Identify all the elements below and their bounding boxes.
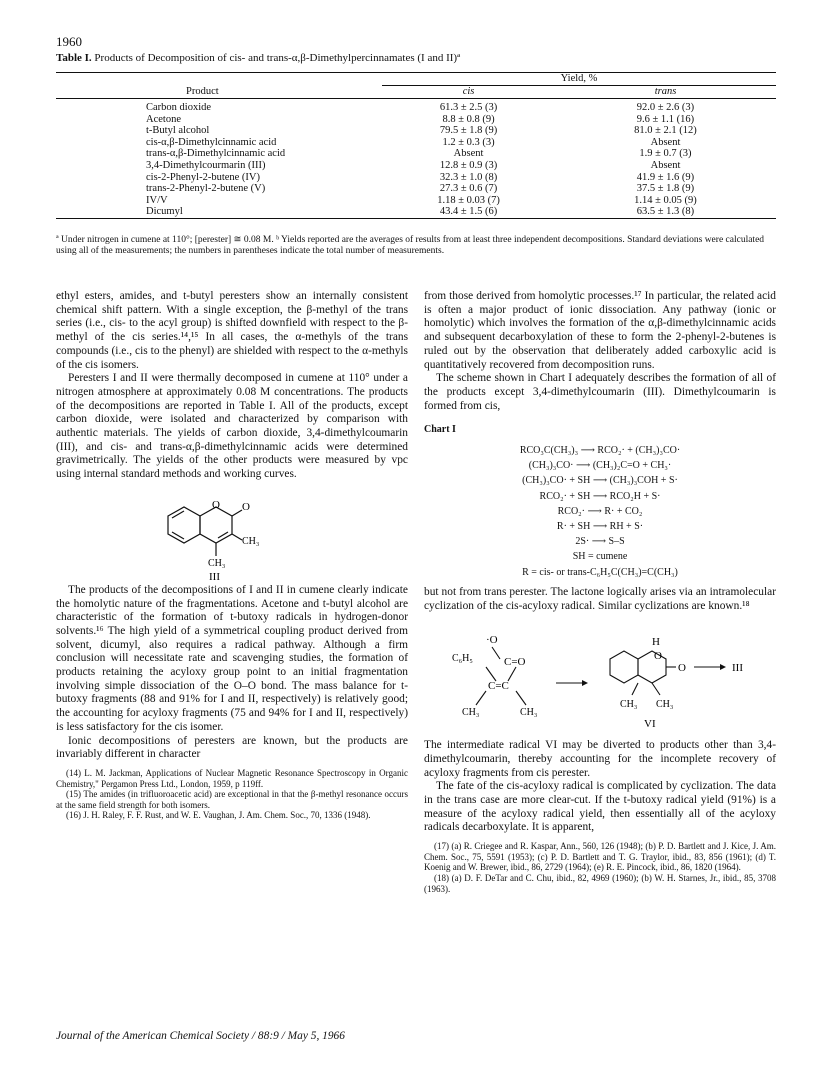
structure-label-iii: III — [209, 570, 220, 580]
cell-product: trans-2-Phenyl-2-butene (V) — [146, 183, 266, 195]
cell-trans: 81.0 ± 2.1 (12) — [634, 125, 697, 137]
left-column — [56, 290, 408, 821]
cell-trans: 1.14 ± 0.05 (9) — [634, 194, 697, 206]
reaction-scheme — [424, 443, 776, 580]
table-row — [56, 195, 776, 207]
cell-product: t-Butyl alcohol — [146, 125, 210, 137]
left-paragraph-2: Peresters I and II were thermally decomposed in cumene at 110° under a nitrogen atmosphere at approximately 0.08 M concentrations. The products of the decompositions are reported in Table I. All of the products, except carbon dioxide, were isolated and characterized by comparison with authentic materials. The yields of carbon dioxide, 3,4-dimethylcoumarin (III), and cis- and trans-α,β-dimethylcinnamic acids were determined gravimetrically. The yields of the other products were measured by vpc using internal standard methods and working curves. — [56, 372, 408, 481]
cyclization-carbonyl: C=O — [504, 656, 526, 669]
cyclization-oxy-radical: ·O — [486, 634, 498, 647]
scheme-line: R = cis- or trans-C₆H₅C(CH₃)=C(CH₃) — [522, 566, 678, 578]
scheme-line: 2S· ⟶ S–S — [575, 536, 625, 548]
scheme-line: RCO₂· + SH ⟶ RCO₂H + S· — [539, 490, 661, 502]
cell-product: Carbon dioxide — [146, 102, 212, 113]
cell-trans: Absent — [650, 159, 681, 171]
cell-cis: 43.4 ± 1.5 (6) — [439, 206, 498, 218]
cell-trans: 92.0 ± 2.6 (3) — [636, 102, 695, 113]
left-references — [56, 768, 408, 821]
cell-product: IV/V — [146, 194, 168, 206]
scheme-line: (CH₃)₃CO· ⟶ (CH₃)₂C=O + CH₃· — [528, 460, 672, 472]
cyclization-double-bond: C=C — [488, 680, 509, 693]
table-row — [56, 114, 776, 126]
cell-cis: 12.8 ± 0.9 (3) — [439, 159, 498, 171]
cell-cis: 8.8 ± 0.8 (9) — [442, 113, 495, 125]
table-caption-text: Products of Decomposition of cis- and trans-α,β-Dimethylpercinnamates (I and II)ª — [94, 52, 461, 64]
cell-product: Acetone — [146, 113, 181, 125]
reference-17: (17) (a) R. Criegee and R. Kaspar, Ann., 560, 126 (1948); (b) P. D. Bartlett and J. Kice, J. Am. Chem. Soc., 75, 5591 (1953); (c) P. D. Bartlett and T. G. Traylor, ibid., 83, 856 (1961); (d) T. Koenig and W. Brewer, ibid., 86, 2729 (1964); (e) R. E. Pincock, ibid., 86, 1820 (1964). — [424, 841, 776, 873]
cell-product: 3,4-Dimethylcourmarin (III) — [146, 159, 266, 171]
scheme-line: (CH₃)₃CO· + SH ⟶ (CH₃)₃COH + S· — [522, 475, 678, 487]
table-row — [56, 206, 776, 218]
right-paragraph-3: but not from trans perester. The lactone logically arises via an intramolecular cyclization of the cis-acyloxy radical. Similar cyclizations are known.¹⁸ — [424, 585, 776, 612]
structure-carbonyl-oxygen: O — [242, 500, 250, 513]
left-paragraph-3: The products of the decompositions of I and II in cumene clearly indicate the homolytic nature of the fragmentations. Acetone and t-butyl alcohol are characteristic of the formation of t-butoxy radicals in hydrogen-donor solvents.¹⁶ The high yield of a symmetrical coupling product derived from solvent, dicumyl, also requires a radical pathway. Although a firm conclusion will necessitate rate and scavenging studies, the formation of products retaining the acyloxy group point to an initial fragmentation involving simple dissociation of the O–O bond. The mass balance for t-butoxy fragments (88 and 91% for I and II, respectively) is relatively good; the accounting for acyloxy fragments (75 and 94% for I and II, respectively) is less satisfactory for the cis isomer. — [56, 583, 408, 733]
cyclization-carbonyl-oxygen: O — [678, 662, 686, 675]
table-row — [56, 148, 776, 160]
cell-trans: 63.5 ± 1.3 (8) — [636, 206, 695, 218]
table-label: Table I. — [56, 52, 92, 64]
chart-title: Chart I — [424, 424, 456, 436]
cell-cis: Absent — [453, 148, 484, 160]
cell-cis: 32.3 ± 1.0 (8) — [439, 171, 498, 183]
scheme-line: SH = cumene — [572, 551, 628, 563]
structure-methyl-4: CH₃ — [208, 557, 226, 569]
reference-18: (18) (a) D. F. DeTar and C. Chu, ibid., 82, 4969 (1960); (b) W. H. Starnes, Jr., ibid., 85, 3708 (1963). — [424, 872, 776, 894]
cell-trans: 37.5 ± 1.8 (9) — [636, 183, 695, 195]
cell-trans: Absent — [650, 136, 681, 148]
table-row — [56, 102, 776, 114]
cell-trans: 9.6 ± 1.1 (16) — [636, 113, 695, 125]
left-paragraph-4: Ionic decompositions of peresters are known, but the products are invariably different in character — [56, 734, 408, 761]
table-footnote: ª Under nitrogen in cumene at 110°; [perester] ≅ 0.08 M. ᵇ Yields reported are the averages of results from at least three independent decompositions. Standard deviations were calculated using all of the measurements; the numbers in parentheses indicate the total number of measurements. — [56, 235, 765, 256]
cyclization-ring-oxygen: O — [654, 650, 662, 663]
cyclization-methyl-b: CH₃ — [520, 707, 538, 719]
cell-product: cis-2-Phenyl-2-butene (IV) — [146, 171, 261, 183]
cell-trans: 41.9 ± 1.6 (9) — [636, 171, 695, 183]
left-paragraph-1: ethyl esters, amides, and t-butyl peresters show an internally consistent chemical shift pattern. With a single exception, the β-methyl of the trans series (i.e., cis- to the acyl group) is shifted downfield with respect to the β-methyl of the cis series.¹⁴,¹⁵ In all cases, the α-methyls of the trans compounds (i.e., cis to the phenyl) are shielded with respect to the α-methyls of the cis isomers. — [56, 290, 408, 371]
cell-product: Dicumyl — [146, 206, 183, 218]
table-row — [56, 137, 776, 149]
product-header: Product — [186, 85, 219, 97]
cell-cis: 79.5 ± 1.8 (9) — [439, 125, 498, 137]
right-column — [424, 290, 776, 894]
scheme-line: RCO₃C(CH₃)₃ ⟶ RCO₂· + (CH₃)₃CO· — [519, 445, 681, 457]
cyclization-methyl-d: CH₃ — [656, 699, 674, 711]
cyclization-methyl-a: CH₃ — [462, 707, 480, 719]
cell-cis: 1.18 ± 0.03 (7) — [437, 194, 500, 206]
scheme-line: R· + SH ⟶ RH + S· — [556, 521, 644, 533]
cell-trans: 1.9 ± 0.7 (3) — [639, 148, 692, 160]
cyclization-methyl-c: CH₃ — [620, 699, 638, 711]
cell-cis: 1.2 ± 0.3 (3) — [442, 136, 495, 148]
right-paragraph-1: from those derived from homolytic processes.¹⁷ In particular, the related acid is often a major product of ionic dissociation. Any pathway (ionic or homolytic) which involves the formation of the α,β-dimethylcinnamic acids and subsequent decarboxylation of these to form the 2-phenyl-2-butenes is ruled out by the observation that deliberately added carboxylic acid is quantitatively recovered from decomposition runs. — [424, 290, 776, 371]
structure-iii — [56, 488, 408, 580]
table-row — [56, 125, 776, 137]
scheme-line: RCO₂· ⟶ R· + CO₂ — [557, 505, 643, 517]
cyclization-scheme — [424, 619, 776, 737]
cyclization-phenyl: C₆H₅ — [452, 653, 473, 665]
reference-15: (15) The amides (in trifluoroacetic acid) are exceptional in that the β-methyl resonance occurs at the same field strength for both isomers. — [56, 789, 408, 810]
cell-product: trans-α,β-Dimethylcinnamic acid — [146, 148, 286, 160]
structure-methyl-3: CH₃ — [242, 535, 260, 547]
cyclization-hydrogen: H — [652, 636, 660, 649]
structure-ring-oxygen: O — [212, 498, 220, 511]
reference-14: (14) L. M. Jackman, Applications of Nuclear Magnetic Resonance Spectroscopy in Organic Chemistry," Pergamon Press Ltd., London, 1959, p 119ff. — [56, 767, 408, 789]
right-references — [424, 841, 776, 894]
right-paragraph-2: The scheme shown in Chart I adequately describes the formation of all of the products except 3,4-dimethylcoumarin (III). Dimethylcoumarin is formed from cis, — [424, 372, 776, 412]
cyclization-label-iii: III — [732, 662, 743, 675]
right-paragraph-4: The intermediate radical VI may be diverted to products other than 3,4-dimethylcoumarin, thereby accounting for the incomplete recovery of acyloxy fragments from cis perester. — [424, 739, 776, 779]
right-paragraph-5: The fate of the cis-acyloxy radical is complicated by cyclization. The data in the trans case are more clear-cut. If the t-butoxy radical yield (91%) is a measure of the acyloxy radical yield, then essentially all of the acyloxy radicals decarboxylate. It is apparent, — [424, 780, 776, 834]
cis-header: cis — [382, 86, 555, 99]
yield-header: Yield, % — [560, 73, 598, 84]
reference-16: (16) J. H. Raley, F. F. Rust, and W. E. Vaughan, J. Am. Chem. Soc., 70, 1336 (1948). — [66, 810, 371, 821]
table-caption — [56, 52, 776, 64]
table-row — [56, 172, 776, 184]
cell-cis: 61.3 ± 2.5 (3) — [439, 102, 498, 113]
page-number: 1960 — [56, 34, 82, 49]
table-body — [56, 102, 776, 218]
cell-cis: 27.3 ± 0.6 (7) — [439, 183, 498, 195]
table-row — [56, 183, 776, 195]
cyclization-label-vi: VI — [644, 718, 656, 731]
cell-product: cis-α,β-Dimethylcinnamic acid — [146, 136, 277, 148]
journal-footer: Journal of the American Chemical Society / 88:9 / May 5, 1966 — [56, 1030, 345, 1042]
trans-header: trans — [555, 86, 776, 99]
table-row — [56, 160, 776, 172]
products-table — [56, 72, 776, 221]
